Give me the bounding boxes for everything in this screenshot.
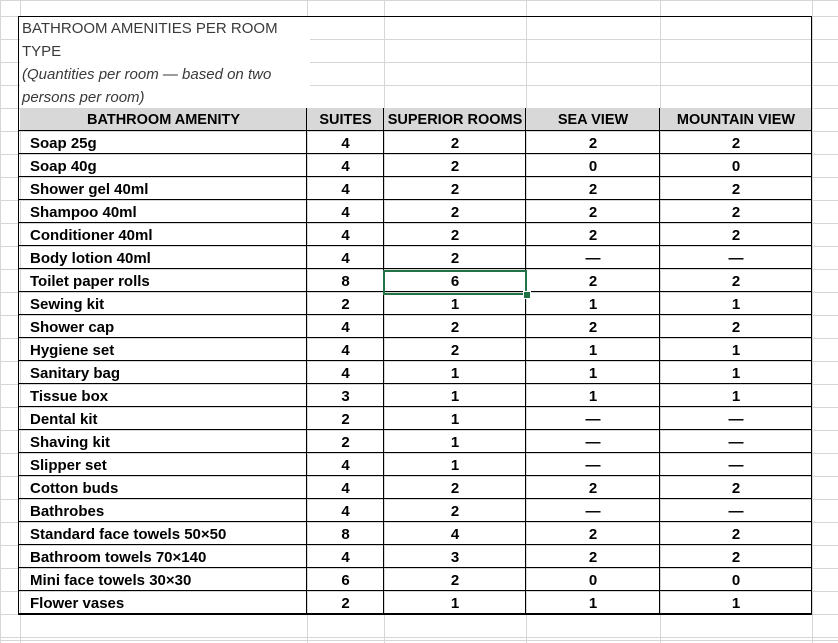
table-border-top	[18, 16, 812, 17]
quantity-cell[interactable]: 6	[341, 571, 350, 589]
row-border	[18, 567, 812, 568]
row-border	[18, 521, 812, 522]
quantity-cell[interactable]: 4	[341, 364, 350, 382]
quantity-cell[interactable]: 2	[450, 571, 460, 589]
gridline-horizontal	[0, 0, 838, 1]
sheet-title-cell[interactable]	[20, 16, 310, 108]
quantity-cell[interactable]: 2	[588, 226, 598, 244]
amenity-name-cell[interactable]: Shower gel 40ml	[30, 180, 149, 198]
quantity-cell[interactable]: 2	[731, 203, 741, 221]
quantity-cell[interactable]: 4	[341, 548, 350, 566]
row-border	[18, 337, 812, 338]
quantity-cell[interactable]: 1	[588, 387, 598, 405]
amenity-name-cell[interactable]: Tissue box	[30, 387, 109, 405]
quantity-cell[interactable]: —	[585, 502, 601, 520]
quantity-cell[interactable]: 2	[450, 318, 460, 336]
quantity-cell[interactable]: 4	[341, 157, 350, 175]
quantity-cell[interactable]: 1	[450, 364, 460, 382]
quantity-cell[interactable]: —	[585, 249, 601, 267]
quantity-cell[interactable]: 4	[341, 134, 350, 152]
quantity-cell[interactable]: 2	[731, 479, 741, 497]
active-cell-selection[interactable]	[383, 270, 527, 295]
quantity-cell[interactable]: 2	[731, 226, 741, 244]
quantity-cell[interactable]: 1	[731, 594, 741, 612]
quantity-cell[interactable]: 2	[450, 226, 460, 244]
quantity-cell[interactable]: 4	[341, 203, 350, 221]
quantity-cell[interactable]: 1	[450, 594, 460, 612]
quantity-cell[interactable]: 2	[341, 594, 350, 612]
quantity-cell[interactable]: 2	[588, 318, 598, 336]
quantity-cell[interactable]: 1	[450, 433, 460, 451]
amenity-name-cell[interactable]: Mini face towels 30×30	[30, 571, 192, 589]
quantity-cell[interactable]: 3	[450, 548, 460, 566]
column-header[interactable]: MOUNTAIN VIEW	[660, 109, 812, 131]
quantity-cell[interactable]: 2	[450, 341, 460, 359]
quantity-cell[interactable]: 2	[731, 318, 741, 336]
row-border	[18, 245, 812, 246]
quantity-cell[interactable]: 2	[450, 157, 460, 175]
row-border	[18, 544, 812, 545]
quantity-cell[interactable]: 0	[588, 571, 598, 589]
quantity-cell[interactable]: 4	[341, 180, 350, 198]
column-border	[383, 108, 384, 614]
row-border	[18, 383, 812, 384]
quantity-cell[interactable]: 2	[731, 134, 741, 152]
row-border	[18, 452, 812, 453]
sheet-title: BATHROOM AMENITIES PER ROOM TYPE	[22, 20, 278, 60]
column-header[interactable]: BATHROOM AMENITY	[20, 109, 307, 131]
amenity-name-cell[interactable]: Shaving kit	[30, 433, 111, 451]
quantity-cell[interactable]: 4	[341, 318, 350, 336]
quantity-cell[interactable]: 2	[588, 479, 598, 497]
row-border	[18, 590, 812, 591]
quantity-cell[interactable]: 1	[588, 594, 598, 612]
amenity-name-cell[interactable]: Dental kit	[30, 410, 98, 428]
quantity-cell[interactable]: 1	[588, 341, 598, 359]
column-border	[525, 108, 526, 614]
column-header[interactable]: SEA VIEW	[526, 109, 660, 131]
row-border	[18, 498, 812, 499]
quantity-cell[interactable]: 1	[450, 456, 460, 474]
amenity-name-cell[interactable]: Body lotion 40ml	[30, 249, 151, 267]
quantity-cell[interactable]: 1	[588, 295, 598, 313]
row-border	[18, 429, 812, 430]
quantity-cell[interactable]: 1	[731, 364, 741, 382]
quantity-cell[interactable]: —	[585, 433, 601, 451]
amenity-name-cell[interactable]: Shampoo 40ml	[30, 203, 137, 221]
amenity-name-cell[interactable]: Sanitary bag	[30, 364, 121, 382]
quantity-cell[interactable]: 4	[450, 525, 460, 543]
amenity-name-cell[interactable]: Bathrobes	[30, 502, 105, 520]
quantity-cell[interactable]: 3	[341, 387, 350, 405]
quantity-cell[interactable]: —	[585, 410, 601, 428]
quantity-cell[interactable]: 2	[588, 548, 598, 566]
quantity-cell[interactable]: 8	[341, 272, 350, 290]
amenity-name-cell[interactable]: Soap 40g	[30, 157, 97, 175]
quantity-cell[interactable]: 2	[588, 134, 598, 152]
quantity-cell[interactable]: 2	[450, 479, 460, 497]
fill-handle[interactable]	[523, 291, 531, 299]
quantity-cell[interactable]: —	[728, 433, 744, 451]
quantity-cell[interactable]: —	[728, 456, 744, 474]
amenity-name-cell[interactable]: Shower cap	[30, 318, 115, 336]
table-border-bottom	[18, 614, 812, 615]
row-border	[18, 176, 812, 177]
quantity-cell[interactable]: —	[728, 249, 744, 267]
amenity-name-cell[interactable]: Toilet paper rolls	[30, 272, 150, 290]
gridline-horizontal	[0, 640, 838, 641]
quantity-cell[interactable]: —	[728, 410, 744, 428]
quantity-cell[interactable]: 4	[341, 502, 350, 520]
row-border	[18, 475, 812, 476]
quantity-cell[interactable]: 1	[731, 295, 741, 313]
amenity-name-cell[interactable]: Slipper set	[30, 456, 107, 474]
quantity-cell[interactable]: 4	[341, 479, 350, 497]
quantity-cell[interactable]: 6	[450, 272, 460, 290]
amenity-name-cell[interactable]: Hygiene set	[30, 341, 115, 359]
quantity-cell[interactable]: 2	[450, 203, 460, 221]
quantity-cell[interactable]: —	[728, 502, 744, 520]
row-border	[18, 406, 812, 407]
row-border	[18, 153, 812, 154]
quantity-cell[interactable]: 0	[588, 157, 598, 175]
gridline-horizontal	[0, 637, 838, 638]
quantity-cell[interactable]: 1	[450, 387, 460, 405]
amenity-name-cell[interactable]: Flower vases	[30, 594, 125, 612]
quantity-cell[interactable]: 1	[450, 295, 460, 313]
gridline-vertical	[812, 0, 813, 643]
quantity-cell[interactable]: 0	[731, 157, 741, 175]
amenity-name-cell[interactable]: Cotton buds	[30, 479, 119, 497]
amenity-name-cell[interactable]: Conditioner 40ml	[30, 226, 153, 244]
amenity-name-cell[interactable]: Sewing kit	[30, 295, 105, 313]
quantity-cell[interactable]: 1	[588, 364, 598, 382]
row-border	[18, 360, 812, 361]
quantity-cell[interactable]: 4	[341, 226, 350, 244]
column-header[interactable]: SUITES	[307, 109, 384, 131]
quantity-cell[interactable]: 2	[450, 502, 460, 520]
row-border	[18, 268, 812, 269]
amenity-name-cell[interactable]: Soap 25g	[30, 134, 97, 152]
row-border	[18, 613, 812, 614]
table-border-right	[811, 16, 812, 615]
quantity-cell[interactable]: 2	[588, 180, 598, 198]
quantity-cell[interactable]: 1	[731, 387, 741, 405]
quantity-cell[interactable]: 2	[341, 410, 350, 428]
quantity-cell[interactable]: 2	[731, 180, 741, 198]
row-border	[18, 314, 812, 315]
column-header[interactable]: SUPERIOR ROOMS	[384, 109, 526, 131]
quantity-cell[interactable]: 4	[341, 341, 350, 359]
quantity-cell[interactable]: 2	[450, 180, 460, 198]
row-border	[18, 199, 812, 200]
row-border	[18, 222, 812, 223]
sheet-subtitle: (Quantities per room — based on two persons per room)	[22, 66, 272, 106]
quantity-cell[interactable]: 2	[731, 548, 741, 566]
quantity-cell[interactable]: 2	[588, 203, 598, 221]
column-border	[659, 108, 660, 614]
column-border	[306, 108, 307, 614]
quantity-cell[interactable]: 2	[588, 525, 598, 543]
quantity-cell[interactable]: 2	[341, 433, 350, 451]
quantity-cell[interactable]: 1	[731, 341, 741, 359]
gridline-vertical	[0, 0, 1, 643]
quantity-cell[interactable]: 0	[731, 571, 741, 589]
quantity-cell[interactable]: 2	[341, 295, 350, 313]
quantity-cell[interactable]: 4	[341, 249, 350, 267]
amenity-name-cell[interactable]: Bathroom towels 70×140	[30, 548, 207, 566]
amenity-name-cell[interactable]: Standard face towels 50×50	[30, 525, 227, 543]
quantity-cell[interactable]: 8	[341, 525, 350, 543]
row-border	[18, 130, 812, 131]
quantity-cell[interactable]: 2	[450, 249, 460, 267]
quantity-cell[interactable]: 2	[450, 134, 460, 152]
quantity-cell[interactable]: 2	[588, 272, 598, 290]
quantity-cell[interactable]: 2	[731, 525, 741, 543]
quantity-cell[interactable]: 2	[731, 272, 741, 290]
quantity-cell[interactable]: 1	[450, 410, 460, 428]
quantity-cell[interactable]: —	[585, 456, 601, 474]
quantity-cell[interactable]: 4	[341, 456, 350, 474]
table-border-left	[18, 16, 19, 615]
